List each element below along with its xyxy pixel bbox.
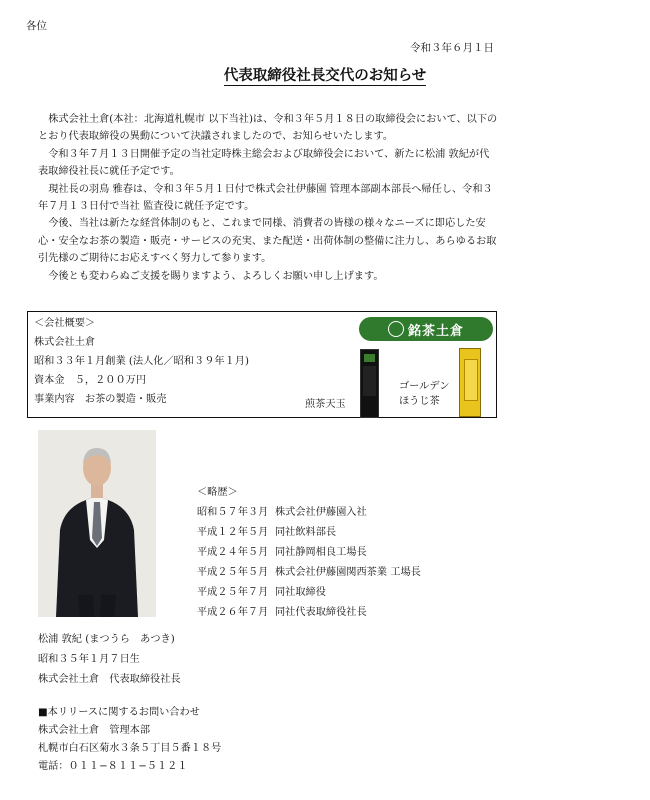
history-date: 昭和５７年３月 xyxy=(197,507,269,518)
paragraph: 株式会社土倉(本社：北海道札幌市 以下当社)は、令和３年５月１８日の取締役会において、以下のとおり代表取締役の異動について決議されましたので、お知らせいたします。 xyxy=(38,114,498,143)
contact-address: 札幌市白石区菊水３条５丁目５番１８号 xyxy=(38,743,222,754)
contact-info xyxy=(38,704,221,776)
contact-phone: 電話：０１１−８１１−５１２１ xyxy=(38,761,188,772)
company-heading: ＜会社概要＞ xyxy=(34,318,96,329)
history-row xyxy=(197,603,421,623)
announcement-body xyxy=(38,111,498,285)
history-text: 同社代表取締役社長 xyxy=(275,607,367,618)
history-text: 同社静岡相良工場長 xyxy=(275,547,367,558)
contact-heading: ■本リリースに関するお問い合わせ xyxy=(38,707,200,718)
paragraph: 今後、当社は新たな経営体制のもと、これまで同様、消費者の皆様の様々なニーズに即応した安心・安全なお茶の製造・販売・サービスの充実、また配送・出荷体制の整備に注力し、あらゆるお取引先様のご期待にお応えすべく努力して参ります。 xyxy=(38,218,497,265)
hojicha-package-image xyxy=(459,348,481,417)
history-row xyxy=(197,583,421,603)
addressee: 各位 xyxy=(26,20,47,32)
history-date: 平成１２年５月 xyxy=(197,527,269,538)
product-hojicha-label xyxy=(399,379,450,409)
person-birth: 昭和３５年１月７日生 xyxy=(38,654,140,665)
document-date: 令和３年６月１日 xyxy=(410,42,494,54)
history-text: 同社飲料部長 xyxy=(275,527,337,538)
person-name: 松浦 敦紀 (まつうら あつき) xyxy=(38,634,175,645)
history-text: 株式会社伊藤園関西茶業 工場長 xyxy=(275,567,421,578)
title-text: 代表取締役社長交代のお知らせ xyxy=(223,67,427,84)
history-date: 平成２５年５月 xyxy=(197,567,269,578)
history-date: 平成２６年７月 xyxy=(197,607,269,618)
company-capital: 資本金 ５，２００万円 xyxy=(34,375,147,386)
seal-icon xyxy=(388,321,404,337)
company-business: 事業内容 お茶の製造・販売 xyxy=(34,394,167,405)
package-label xyxy=(464,359,478,401)
paragraph: 現社長の羽鳥 雅春は、令和３年５月１日付で株式会社伊藤園 管理本部副本部長へ帰任し、令和３年７月１３日付で当社 監査役に就任予定です。 xyxy=(38,183,493,213)
history-row xyxy=(197,563,421,583)
president-portrait-photo xyxy=(38,430,156,617)
brand-logo xyxy=(359,317,493,341)
history-row xyxy=(197,503,421,523)
contact-company: 株式会社土倉 管理本部 xyxy=(38,725,151,736)
paragraph: 今後とも変わらぬご支援を賜りますよう、よろしくお願い申し上げます。 xyxy=(48,270,384,282)
person-position: 株式会社土倉 代表取締役社長 xyxy=(38,674,181,685)
history-row xyxy=(197,523,421,543)
product-sencha-label: 煎茶天玉 xyxy=(305,399,346,410)
president-profile xyxy=(38,630,181,690)
package-label xyxy=(363,366,376,396)
company-overview xyxy=(34,314,249,409)
portrait-illustration xyxy=(38,430,156,617)
sencha-package-image xyxy=(360,349,379,418)
company-overview-box xyxy=(27,311,497,418)
history-row xyxy=(197,543,421,563)
package-band xyxy=(364,354,375,362)
history-text: 株式会社伊藤園入社 xyxy=(275,507,367,518)
product-hojicha-line1: ゴールデン xyxy=(399,381,450,392)
history-text: 同社取締役 xyxy=(275,587,326,598)
career-history xyxy=(197,483,421,623)
history-date: 平成２５年７月 xyxy=(197,587,269,598)
paragraph: 令和３年７月１３日開催予定の当社定時株主総会および取締役会において、新たに松浦 敦紀が代表取締役社長に就任予定です。 xyxy=(38,148,490,178)
company-name: 株式会社土倉 xyxy=(34,337,96,348)
company-founded: 昭和３３年１月創業 (法人化／昭和３９年１月) xyxy=(34,356,249,367)
logo-text: 銘茶土倉 xyxy=(407,323,464,339)
product-hojicha-line2: ほうじ茶 xyxy=(399,396,440,407)
history-heading: ＜略歴＞ xyxy=(197,487,238,498)
document-title xyxy=(0,64,650,85)
history-date: 平成２４年５月 xyxy=(197,547,269,558)
